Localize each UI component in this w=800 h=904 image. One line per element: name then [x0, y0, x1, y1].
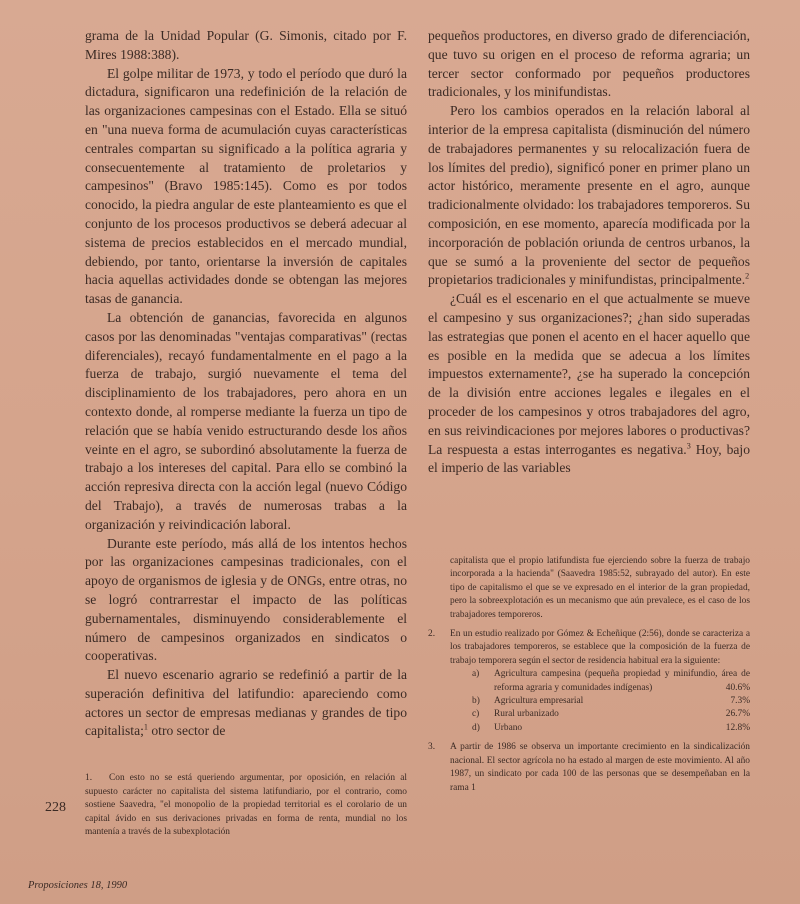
list-item	[450, 722, 750, 735]
item-letter: b)	[472, 696, 480, 707]
footnote-number: 3.	[428, 742, 436, 753]
list-item	[450, 695, 750, 708]
paragraph-text: otro sector de	[147, 723, 226, 739]
paragraph: Durante este período, más allá de los intentos hechos por las organizaciones campesinas tradicionales, con el apoyo de organismos de iglesia y de ONGs, entre otras, no se logró contrarrestar el impacto de las políticas gubernamentales, disminuyendo considerablemente el número de campesinos organizados en sindicatos o cooperativas.	[85, 535, 407, 664]
footnote-ref: 3	[686, 441, 691, 450]
paragraph: El golpe militar de 1973, y todo el período que duró la dictadura, significaron una redefinición de la relación de las organizaciones campesinas con el Estado. Ella se situó en "una nueva forma de acumulación cuyas características centrales compartan su significado a la política agraria y consecuentemente al tratamiento de proletarios y campesinos" (Bravo 1985:145). Como es por todos conocido, la piedra angular de este planteamiento es que el conjunto de los procesos productivos se deberá adecuar al sistema de precios establecidos en el mercado mundial, debiendo, por tanto, orientarse la inversión de capitales hacia aquellas actividades donde se obtengan las mejores tasas de ganancia.	[85, 65, 407, 307]
running-footer: Proposiciones 18, 1990	[28, 880, 128, 891]
item-label: Urbano	[494, 722, 523, 733]
item-value: 7.3%	[730, 696, 750, 707]
paragraph-text: Pero los cambios operados en la relación laboral al interior de la empresa capitalista (disminución del número de trabajadores permanentes y su relocalización fuera de los límites del predio), significó poner en primer plano un actor histórico, meramente presente en el agro, aunque tradicionalmente olvidado: los trabajadores temporeros. Su composición, en ese momento, aparecía modificada por la incorporación de población oriunda de centros urbanos, la que se sumó a la proveniente del sector de pequeños propietarios tradicionales y minifundistas, principalmente.	[428, 103, 750, 288]
paragraph: La obtención de ganancias, favorecida en algunos casos por las denominadas "ventajas comparativas" (rectas diferenciales), recayó fundamentalmente en el pago a la fuerza de trabajo, surgió nuevamente el tema del disciplinamiento de los trabajadores, pero ahora en un contexto donde, al romperse mediante la fuerza un tipo de relación que se había venido estructurando desde los años veinte en el agro, se subordinó absolutamente la fuerza de trabajo a los intereses del capital. Para ello se combinó la acción represiva directa con la acción legal (nuevo Código del Trabajo), a través de numerosas trabas a la organización y reivindicación laboral.	[85, 309, 407, 532]
footnote-number: 1.	[85, 773, 93, 783]
footnote-text: En un estudio realizado por Gómez & Echeñique (2:56), donde se caracteriza a los trabajadores temporeros, se establece que la composición de la fuerza de trabajo temporera según el sector de residencia habitual era la siguiente:	[450, 629, 750, 666]
footnote-3	[428, 741, 750, 795]
footnote-number: 2.	[428, 629, 436, 640]
footnote-ref: 2	[745, 271, 750, 281]
footnote-2	[428, 628, 750, 735]
item-label: Agricultura campesina (pequeña propiedad y minifundio, área de reforma agraria y comunidades indígenas)	[494, 669, 750, 693]
footnotes-right	[428, 555, 750, 801]
item-letter: c)	[472, 709, 480, 720]
right-text-column	[428, 27, 750, 478]
item-label: Rural urbanizado	[494, 709, 559, 720]
page-number: 228	[45, 800, 66, 815]
footnote-1	[85, 772, 407, 840]
paragraph	[428, 290, 750, 478]
left-text-column	[85, 27, 407, 741]
paragraph: grama de la Unidad Popular (G. Simonis, citado por F. Mires 1988:388).	[85, 28, 407, 62]
item-value: 12.8%	[725, 722, 750, 733]
footnote-ref: 1	[143, 722, 148, 732]
item-letter: a)	[472, 669, 480, 680]
list-item	[450, 708, 750, 721]
item-value: 40.6%	[725, 682, 750, 693]
list-item	[450, 668, 750, 695]
item-value: 26.7%	[725, 709, 750, 720]
paragraph	[428, 102, 750, 290]
item-label: Agricultura empresarial	[494, 696, 584, 707]
paragraph-text: Hoy, bajo el imperio de las variables	[428, 441, 750, 476]
paragraph-text: ¿Cuál es el escenario en el que actualmente se mueve el campesino y sus organizaciones?; ¿han sido superadas las estrategias que ponen el acento en el hacer aquello que es posible en la medida que se adecua a los límites impuestos externamente?, ¿se ha superado la concepción de la división entre acciones legales e ilegales en el proceder de los campesinos y otros trabajadores del agro, en sus reivindicaciones por mejores labores o productivas? La respuesta a estas interrogantes es negativa.	[428, 291, 750, 457]
paragraph: pequeños productores, en diverso grado de diferenciación, que tuvo su origen en el proceso de reforma agraria; un tercer sector conformado por pequeños productores tradicionales, y los minifundistas.	[428, 28, 750, 100]
footnote-text: A partir de 1986 se observa un importante crecimiento en la sindicalización nacional. El sector agrícola no ha estado al margen de este movimiento. Al año 1987, un sindicato por cada 100 de las personas que se desempeñaban en la rama 1	[450, 742, 750, 793]
footnote-continuation: capitalista que el propio latifundista fue ejerciendo sobre la fuerza de trabajo incorporada a la hacienda" (Saavedra 1985:52, subrayado del autor). En este tipo de capitalismo el que se ve expresado en el interior de la gran propiedad, pero la sobreexplotación es un mecanismo que aún prevalece, es el caso de los trabajadores temporeros.	[450, 556, 750, 620]
paragraph-text: El nuevo escenario agrario se redefinió a partir de la superación definitiva del latifundio: apareciendo como actores un sector de empresas medianas y grandes de tipo capitalista;	[85, 667, 407, 739]
footnote-text: Con esto no se está queriendo argumentar, por oposición, en relación al supuesto carácter no capitalista del sistema latifundiario, por el contrario, como sostiene Saavedra, "el monopolio de la propiedad territorial es el corolario de un capital ávido en sus derivaciones privadas en forma de renta, mundial no los mantenía a través de la subexplotación	[85, 773, 407, 838]
paragraph	[85, 666, 407, 741]
item-letter: d)	[472, 722, 480, 733]
